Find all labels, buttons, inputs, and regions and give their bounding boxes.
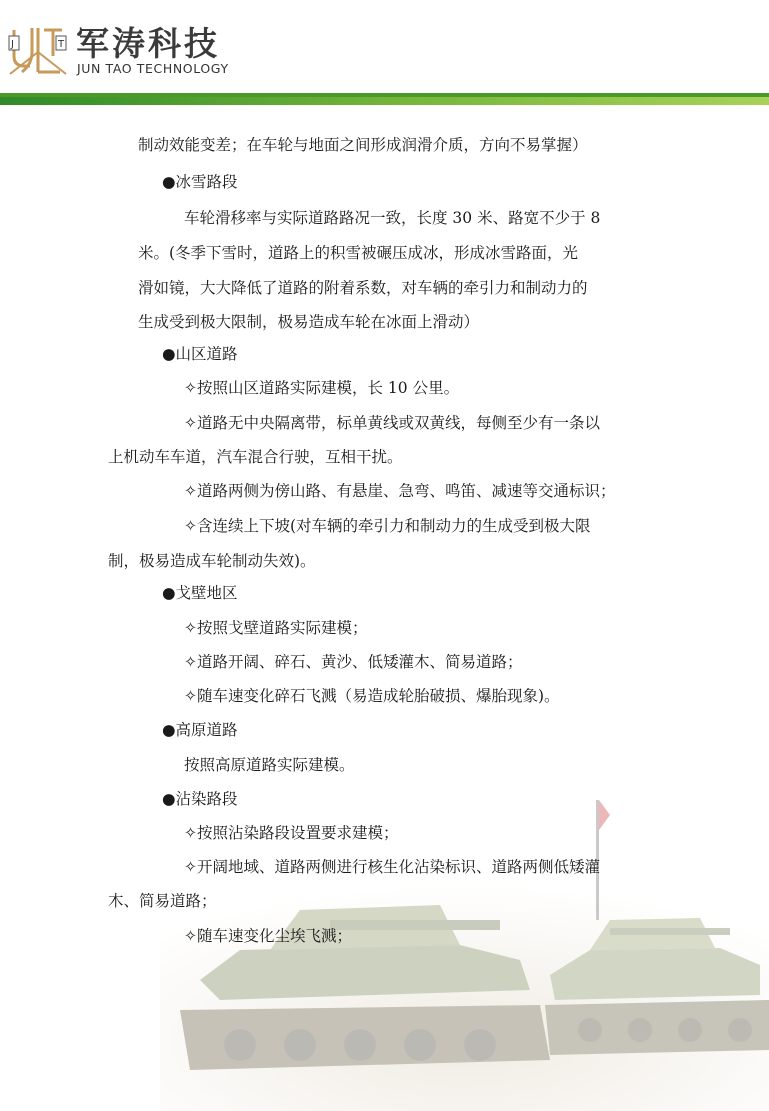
paragraph-line: 木、简易道路； (108, 892, 217, 910)
section-heading-contaminated: ●沾染路段 (162, 790, 238, 808)
paragraph-line: ✧按照山区道路实际建模，长 10 公里。 (184, 379, 460, 397)
header-divider (0, 93, 769, 105)
paragraph-line: ✧道路开阔、碎石、黄沙、低矮灌木、简易道路； (184, 653, 523, 671)
paragraph-line: ✧随车速变化尘埃飞溅； (184, 927, 352, 945)
section-heading-plateau: ●高原道路 (162, 721, 238, 739)
paragraph-line: 生成受到极大限制，极易造成车轮在冰面上滑动） (138, 313, 480, 331)
company-logo-icon (8, 22, 68, 78)
svg-text:T: T (58, 39, 65, 50)
paragraph-line: 米。(冬季下雪时，道路上的积雪被碾压成冰，形成冰雪路面，光 (138, 244, 579, 262)
paragraph-line: 车轮滑移率与实际道路路况一致，长度 30 米、路宽不少于 8 (184, 209, 601, 227)
paragraph-line: ✧含连续上下坡(对车辆的牵引力和制动力的生成受到极大限 (184, 517, 591, 535)
paragraph-line: 上机动车车道，汽车混合行驶，互相干扰。 (108, 448, 403, 466)
paragraph-line: 制动效能变差；在车轮与地面之间形成润滑介质，方向不易掌握） (138, 136, 588, 154)
paragraph-line: ✧道路无中央隔离带，标单黄线或双黄线，每侧至少有一条以 (184, 414, 600, 432)
paragraph-line: ✧按照戈壁道路实际建模； (184, 619, 368, 637)
brand-name-cn: 军涛科技 (76, 24, 220, 63)
section-heading-gobi: ●戈壁地区 (162, 584, 238, 602)
paragraph-line: ✧按照沾染路段设置要求建模； (184, 824, 399, 842)
section-heading-mountain: ●山区道路 (162, 345, 238, 363)
page-header (0, 0, 769, 105)
paragraph-line: 制，极易造成车轮制动失效)。 (108, 552, 316, 570)
paragraph-line: ✧道路两侧为傍山路、有悬崖、急弯、鸣笛、减速等交通标识； (184, 482, 616, 500)
paragraph-line: 按照高原道路实际建模。 (184, 756, 355, 774)
section-heading-ice-snow: ●冰雪路段 (162, 173, 238, 191)
paragraph-line: ✧开阔地域、道路两侧进行核生化沾染标识、道路两侧低矮灌 (184, 858, 600, 876)
paragraph-line: ✧随车速变化碎石飞溅（易造成轮胎破损、爆胎现象)。 (184, 687, 560, 705)
paragraph-line: 滑如镜，大大降低了道路的附着系数，对车辆的牵引力和制动力的 (138, 279, 588, 297)
svg-text:J: J (11, 39, 14, 50)
brand-name-en: JUN TAO TECHNOLOGY (77, 61, 229, 76)
